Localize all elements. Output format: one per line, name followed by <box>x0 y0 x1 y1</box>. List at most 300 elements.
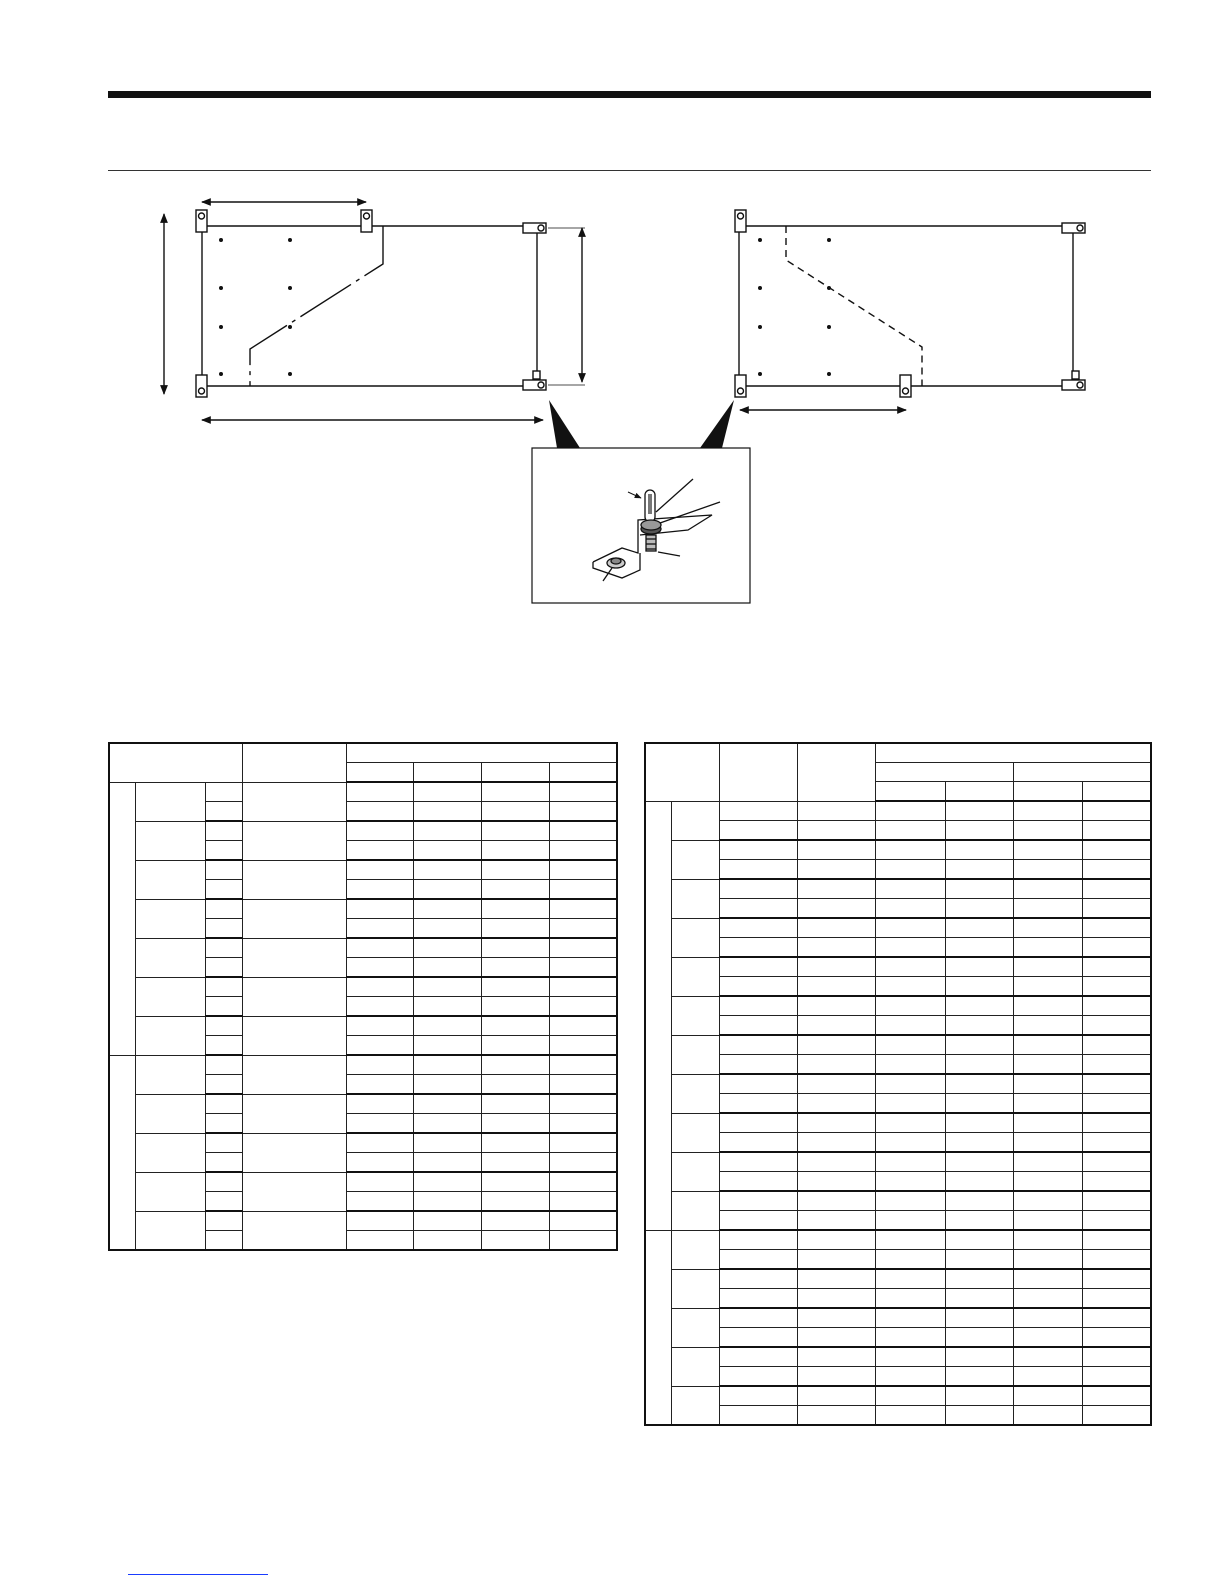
table-cell <box>876 1035 945 1055</box>
table-cell <box>1083 1367 1151 1387</box>
table-cell <box>205 1075 242 1095</box>
table-cell <box>1083 977 1151 997</box>
table-cell <box>876 1328 945 1348</box>
table-cell <box>876 1152 945 1172</box>
table-cell <box>876 977 945 997</box>
table-cell <box>798 1250 876 1270</box>
table-cell <box>876 1269 945 1289</box>
table-cell <box>945 1328 1013 1348</box>
table-cell <box>346 841 413 861</box>
table-cell <box>135 1094 205 1133</box>
spec-table-left <box>108 742 618 1251</box>
table-cell <box>876 957 945 977</box>
table-cell <box>719 1191 797 1211</box>
table-cell <box>876 1016 945 1036</box>
table-cell <box>1013 938 1082 958</box>
table-cell <box>945 1191 1013 1211</box>
table-cell <box>549 1133 617 1153</box>
table-cell <box>798 1328 876 1348</box>
table-cell <box>346 899 413 919</box>
table-cell <box>346 782 413 802</box>
table-cell <box>1083 1230 1151 1250</box>
table-row <box>645 1347 1151 1367</box>
table-cell <box>798 840 876 860</box>
table-row <box>645 743 1151 763</box>
table-cell <box>1083 1347 1151 1367</box>
table-cell <box>1013 1367 1082 1387</box>
table-cell <box>481 1016 549 1036</box>
table-cell <box>719 1406 797 1426</box>
table-cell <box>945 1367 1013 1387</box>
table-row <box>109 938 617 958</box>
table-cell <box>671 1386 719 1425</box>
table-cell <box>945 1094 1013 1114</box>
table-cell <box>1013 1211 1082 1231</box>
table-cell <box>876 938 945 958</box>
table-cell <box>346 1114 413 1134</box>
table-cell <box>481 841 549 861</box>
table-cell <box>1083 801 1151 821</box>
table-row <box>645 957 1151 977</box>
table-cell <box>481 1172 549 1192</box>
table-cell <box>549 1231 617 1251</box>
table-cell <box>876 1367 945 1387</box>
table-row <box>645 1152 1151 1172</box>
table-cell <box>481 802 549 822</box>
table-cell <box>481 1055 549 1075</box>
table-row <box>645 1250 1151 1270</box>
table-cell <box>876 840 945 860</box>
table-cell <box>719 1347 797 1367</box>
table-cell <box>242 743 346 782</box>
table-cell <box>205 841 242 861</box>
table-cell <box>945 1347 1013 1367</box>
table-cell <box>798 1074 876 1094</box>
table-cell <box>1083 938 1151 958</box>
table-cell <box>242 1172 346 1211</box>
table-cell <box>876 1347 945 1367</box>
table-cell <box>242 782 346 821</box>
table-cell <box>205 997 242 1017</box>
table-cell <box>346 1036 413 1056</box>
table-cell <box>481 1036 549 1056</box>
table-cell <box>1083 840 1151 860</box>
table-cell <box>413 958 481 978</box>
table-cell <box>549 860 617 880</box>
table-cell <box>549 1211 617 1231</box>
table-cell <box>346 1094 413 1114</box>
table-cell <box>346 977 413 997</box>
table-cell <box>413 880 481 900</box>
table-cell <box>549 763 617 783</box>
table-cell <box>481 1153 549 1173</box>
table-cell <box>1013 1269 1082 1289</box>
table-cell <box>481 899 549 919</box>
table-cell <box>1083 1191 1151 1211</box>
table-cell <box>876 1386 945 1406</box>
table-cell <box>876 1133 945 1153</box>
table-cell <box>346 821 413 841</box>
table-cell <box>719 1367 797 1387</box>
table-cell <box>1013 782 1082 802</box>
table-cell <box>945 840 1013 860</box>
table-cell <box>481 821 549 841</box>
table-cell <box>346 1153 413 1173</box>
table-cell <box>945 821 1013 841</box>
table-row <box>645 1016 1151 1036</box>
table-cell <box>945 1113 1013 1133</box>
table-cell <box>549 802 617 822</box>
table-cell <box>645 801 671 1230</box>
table-cell <box>1013 879 1082 899</box>
table-cell <box>242 899 346 938</box>
table-cell <box>876 1191 945 1211</box>
table-cell <box>481 919 549 939</box>
table-cell <box>719 1386 797 1406</box>
table-cell <box>549 1172 617 1192</box>
table-cell <box>798 918 876 938</box>
table-cell <box>205 1036 242 1056</box>
table-cell <box>481 763 549 783</box>
table-cell <box>413 1075 481 1095</box>
table-cell <box>719 1211 797 1231</box>
table-cell <box>798 1094 876 1114</box>
table-row <box>645 840 1151 860</box>
table-cell <box>1083 1172 1151 1192</box>
table-cell <box>205 1231 242 1251</box>
table-cell <box>798 977 876 997</box>
table-cell <box>719 1094 797 1114</box>
table-cell <box>1013 840 1082 860</box>
table-cell <box>1013 801 1082 821</box>
table-cell <box>481 1133 549 1153</box>
table-cell <box>1083 1406 1151 1426</box>
table-cell <box>671 918 719 957</box>
table-cell <box>671 1347 719 1386</box>
table-cell <box>481 1114 549 1134</box>
table-cell <box>549 880 617 900</box>
table-row <box>645 860 1151 880</box>
table-cell <box>109 1055 135 1250</box>
table-cell <box>413 1055 481 1075</box>
table-cell <box>945 899 1013 919</box>
table-cell <box>109 782 135 1055</box>
table-cell <box>413 997 481 1017</box>
table-cell <box>945 1269 1013 1289</box>
table-cell <box>671 801 719 840</box>
table-cell <box>719 1074 797 1094</box>
table-cell <box>346 802 413 822</box>
table-cell <box>135 821 205 860</box>
table-cell <box>1013 1289 1082 1309</box>
table-cell <box>413 919 481 939</box>
table-cell <box>1083 782 1151 802</box>
table-cell <box>945 1211 1013 1231</box>
table-cell <box>549 1036 617 1056</box>
table-cell <box>1013 996 1082 1016</box>
table-cell <box>1083 1308 1151 1328</box>
table-row <box>645 1386 1151 1406</box>
table-cell <box>205 958 242 978</box>
table-cell <box>945 1035 1013 1055</box>
table-cell <box>876 801 945 821</box>
table-cell <box>242 860 346 899</box>
table-cell <box>346 958 413 978</box>
table-cell <box>135 938 205 977</box>
table-row <box>109 977 617 997</box>
table-cell <box>135 1016 205 1055</box>
table-cell <box>945 1074 1013 1094</box>
table-cell <box>109 743 242 782</box>
table-cell <box>413 1153 481 1173</box>
table-cell <box>346 919 413 939</box>
table-cell <box>205 1153 242 1173</box>
table-cell <box>945 1230 1013 1250</box>
table-cell <box>346 763 413 783</box>
table-cell <box>798 1347 876 1367</box>
table-cell <box>413 1231 481 1251</box>
table-cell <box>205 919 242 939</box>
table-cell <box>1013 918 1082 938</box>
table-cell <box>876 1250 945 1270</box>
table-cell <box>719 1055 797 1075</box>
table-cell <box>719 1269 797 1289</box>
table-cell <box>719 899 797 919</box>
table-cell <box>719 918 797 938</box>
table-cell <box>945 860 1013 880</box>
table-cell <box>135 899 205 938</box>
table-cell <box>205 1114 242 1134</box>
table-cell <box>798 1016 876 1036</box>
table-cell <box>719 1308 797 1328</box>
table-row <box>645 1211 1151 1231</box>
table-row <box>645 1367 1151 1387</box>
table-cell <box>1013 1074 1082 1094</box>
table-cell <box>413 763 481 783</box>
table-cell <box>1083 860 1151 880</box>
callout-wedge-right <box>700 400 734 448</box>
table-cell <box>945 1133 1013 1153</box>
table-cell <box>346 1231 413 1251</box>
table-row <box>645 1133 1151 1153</box>
table-cell <box>1013 1230 1082 1250</box>
table-cell <box>945 977 1013 997</box>
table-row <box>645 1406 1151 1426</box>
table-row <box>645 879 1151 899</box>
table-cell <box>205 802 242 822</box>
table-row <box>109 860 617 880</box>
table-cell <box>481 1094 549 1114</box>
table-cell <box>798 938 876 958</box>
table-cell <box>671 1152 719 1191</box>
footer-link-underline[interactable] <box>128 1574 268 1575</box>
table-row <box>645 1094 1151 1114</box>
table-cell <box>1013 1035 1082 1055</box>
table-cell <box>671 1230 719 1269</box>
table-row <box>645 1269 1151 1289</box>
table-cell <box>719 1113 797 1133</box>
table-cell <box>645 743 719 801</box>
table-cell <box>876 743 1151 763</box>
table-cell <box>135 1055 205 1094</box>
table-cell <box>719 1035 797 1055</box>
table-cell <box>346 1016 413 1036</box>
table-cell <box>945 1406 1013 1426</box>
table-cell <box>671 1269 719 1308</box>
table-cell <box>671 957 719 996</box>
table-cell <box>1013 1386 1082 1406</box>
table-cell <box>346 1055 413 1075</box>
table-cell <box>413 802 481 822</box>
table-cell <box>205 899 242 919</box>
table-cell <box>719 1328 797 1348</box>
left-frame-diagram <box>164 202 585 420</box>
table-cell <box>945 918 1013 938</box>
table-cell <box>798 1113 876 1133</box>
table-cell <box>346 1211 413 1231</box>
table-cell <box>481 880 549 900</box>
table-cell <box>719 1152 797 1172</box>
table-row <box>645 1172 1151 1192</box>
table-row <box>645 821 1151 841</box>
left-frame-holes <box>219 238 292 376</box>
table-cell <box>481 1211 549 1231</box>
table-cell <box>719 1133 797 1153</box>
table-cell <box>1083 1074 1151 1094</box>
table-cell <box>481 1075 549 1095</box>
table-cell <box>413 1036 481 1056</box>
table-cell <box>876 1289 945 1309</box>
table-cell <box>798 860 876 880</box>
table-cell <box>549 919 617 939</box>
table-cell <box>1083 918 1151 938</box>
table-cell <box>549 899 617 919</box>
table-cell <box>205 821 242 841</box>
table-cell <box>1083 1289 1151 1309</box>
table-cell <box>798 743 876 801</box>
table-row <box>645 1191 1151 1211</box>
table-cell <box>1083 1055 1151 1075</box>
table-cell <box>798 1406 876 1426</box>
table-cell <box>242 1094 346 1133</box>
table-cell <box>481 997 549 1017</box>
table-cell <box>413 977 481 997</box>
table-cell <box>671 1191 719 1230</box>
table-cell <box>798 1230 876 1250</box>
table-cell <box>1013 1347 1082 1367</box>
table-cell <box>481 1192 549 1212</box>
table-cell <box>798 1367 876 1387</box>
table-cell <box>719 840 797 860</box>
table-cell <box>205 1055 242 1075</box>
table-cell <box>671 879 719 918</box>
table-cell <box>1083 1152 1151 1172</box>
table-cell <box>205 938 242 958</box>
table-cell <box>135 860 205 899</box>
table-cell <box>719 1016 797 1036</box>
table-cell <box>205 782 242 802</box>
table-cell <box>549 821 617 841</box>
table-row <box>645 938 1151 958</box>
table-cell <box>945 879 1013 899</box>
table-cell <box>205 1133 242 1153</box>
table-cell <box>1083 1250 1151 1270</box>
table-cell <box>1013 1172 1082 1192</box>
table-row <box>645 1113 1151 1133</box>
table-cell <box>945 938 1013 958</box>
table-cell <box>719 743 797 801</box>
table-cell <box>346 743 617 763</box>
table-cell <box>671 1113 719 1152</box>
table-cell <box>1083 1386 1151 1406</box>
table-cell <box>549 1153 617 1173</box>
table-cell <box>876 918 945 938</box>
table-cell <box>549 1192 617 1212</box>
table-cell <box>798 1308 876 1328</box>
table-cell <box>481 977 549 997</box>
table-cell <box>242 1211 346 1250</box>
table-cell <box>719 957 797 977</box>
table-cell <box>876 782 945 802</box>
table-row <box>109 1211 617 1231</box>
table-row <box>645 899 1151 919</box>
table-cell <box>549 782 617 802</box>
table-cell <box>413 821 481 841</box>
table-cell <box>481 782 549 802</box>
table-cell <box>346 880 413 900</box>
table-cell <box>346 1075 413 1095</box>
table-cell <box>242 938 346 977</box>
table-cell <box>549 1075 617 1095</box>
table-cell <box>1083 1133 1151 1153</box>
table-row <box>109 1016 617 1036</box>
table-cell <box>549 958 617 978</box>
spec-table-right <box>644 742 1152 1426</box>
table-cell <box>481 938 549 958</box>
table-cell <box>346 1133 413 1153</box>
table-cell <box>798 1269 876 1289</box>
table-cell <box>798 1172 876 1192</box>
table-row <box>645 1074 1151 1094</box>
table-cell <box>413 782 481 802</box>
table-cell <box>1013 957 1082 977</box>
table-cell <box>945 801 1013 821</box>
table-cell <box>242 1016 346 1055</box>
table-cell <box>1083 1016 1151 1036</box>
right-frame-diagram <box>735 210 1085 410</box>
table-cell <box>346 938 413 958</box>
table-cell <box>413 1192 481 1212</box>
table-cell <box>205 880 242 900</box>
table-cell <box>1083 996 1151 1016</box>
table-cell <box>719 821 797 841</box>
table-cell <box>945 1016 1013 1036</box>
table-cell <box>413 1094 481 1114</box>
table-cell <box>1083 899 1151 919</box>
table-cell <box>205 1192 242 1212</box>
table-cell <box>549 1094 617 1114</box>
table-cell <box>719 860 797 880</box>
table-cell <box>945 1172 1013 1192</box>
table-row <box>645 801 1151 821</box>
table-cell <box>1083 1328 1151 1348</box>
table-cell <box>719 801 797 821</box>
table-cell <box>242 1055 346 1094</box>
table-cell <box>413 1114 481 1134</box>
table-row <box>645 1328 1151 1348</box>
table-cell <box>671 1074 719 1113</box>
table-row <box>109 1133 617 1153</box>
